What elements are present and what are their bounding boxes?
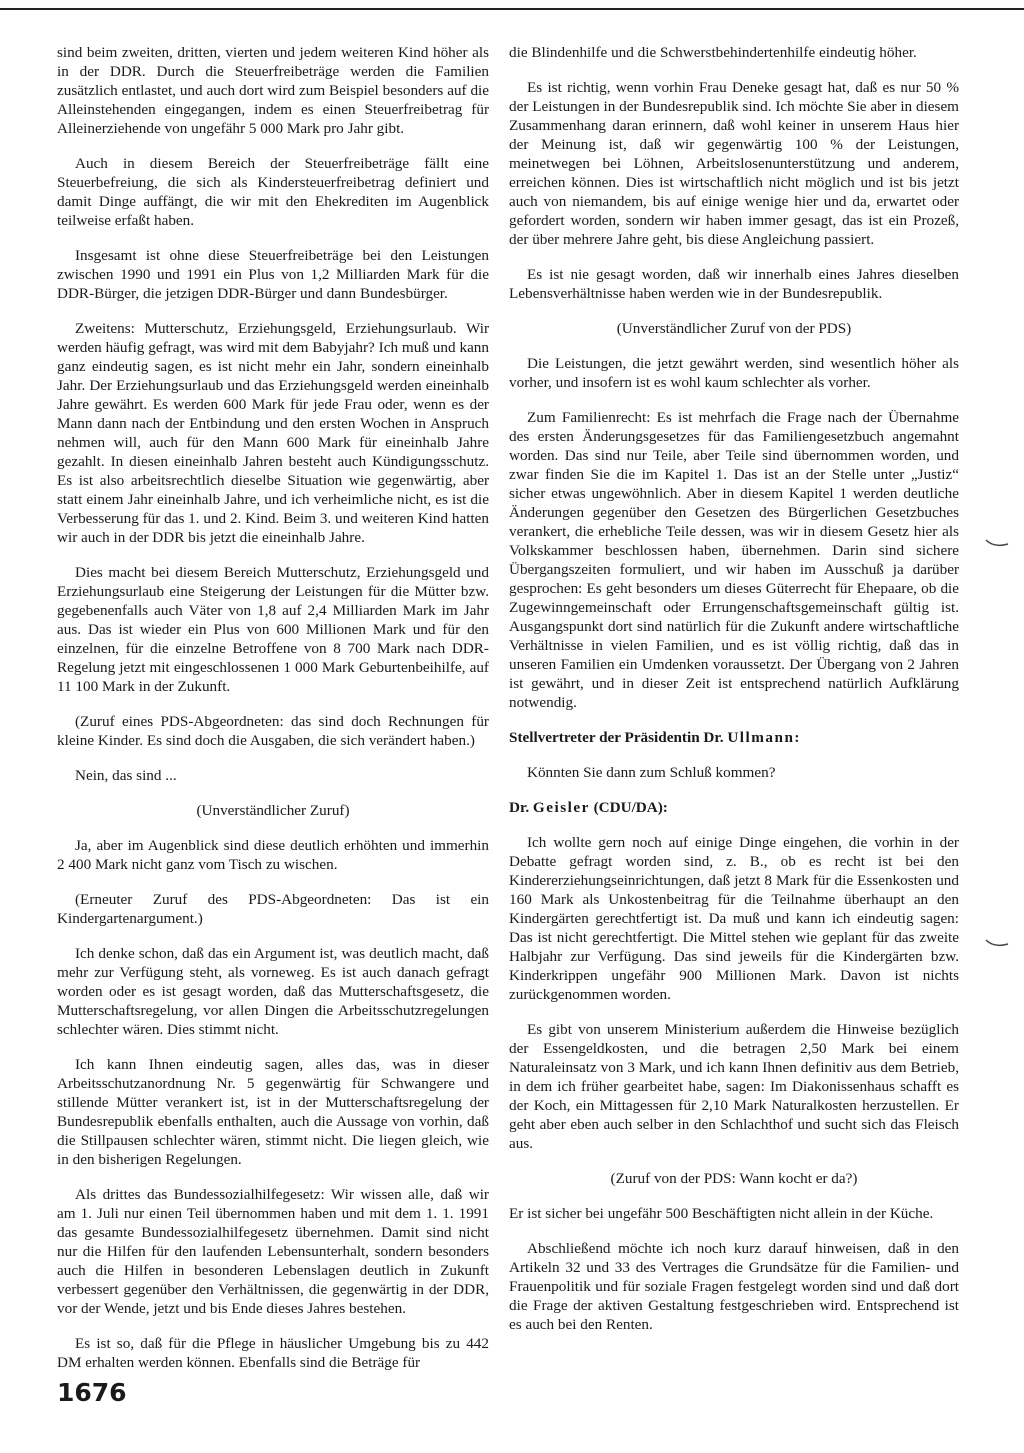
speaker-prefix: Stellvertreter der Präsidentin Dr.: [509, 729, 728, 746]
paragraph: Nein, das sind ...: [75, 767, 177, 784]
interjection: (Unverständlicher Zuruf): [196, 802, 350, 819]
paragraph: Könnten Sie dann zum Schluß kommen?: [527, 764, 776, 781]
paragraph: Es ist nie gesagt worden, daß wir innerhalb eines Jahres dieselben Lebensverhältnisse haben werden wie in der Bundesrepublik.: [509, 266, 959, 302]
top-rule: [0, 8, 1024, 10]
paragraph: Zum Familienrecht: Es ist mehrfach die Frage nach der Übernahme des ersten Änderungsgesetzes für das Familiengesetzbuch angemahnt worden. Das sind nur Teile, aber Teile sind übernommen worden, und zwar finden Sie die im Kapitel 1. Das ist an der Stelle unter „Justiz“ sicher etwas ungewöhnlich. Aber in diesem Kapitel 1 werden deutliche Änderungen gegenüber den Gesetzen des Bürgerlichen Gesetzbuches verankert, die erhebliche Teile dessen, was wir in diesem Gesetz hier als Volkskammer beschlossen haben, übernehmen. Darin sind sichere Übergangszeiten formuliert, und wir haben im Ausschuß ja darüber gesprochen: Es geht besonders um dieses Güterrecht für Ehepaare, ob die Zugewinngemeinschaft oder Errungenschaftsgemeinschaft gültig ist. Ausgangspunkt dort sind natürlich für die Zukunft andere wirtschaftliche Verhältnisse in vielen Familien, und es ist völlig richtig, daß das in unseren Familien ein Umdenken voraussetzt. Der Übergang von 2 Jahren ist gewährt, und in dieser Zeit ist entsprechend natürlich Aufklärung notwendig.: [509, 409, 959, 711]
left-column: [57, 43, 489, 1388]
paragraph: Insgesamt ist ohne diese Steuerfreibeträge bei den Leistungen zwischen 1990 und 1991 ein Plus von 1,2 Milliarden Mark für die DDR-Bürger, die jetzigen DDR-Bürger und dann Bundesbürger.: [57, 247, 489, 302]
paragraph: Ich denke schon, daß das ein Argument ist, was deutlich macht, daß mehr zur Verfügung steht, als vorneweg. Es ist auch danach gefragt worden oder es ist gesagt worden, daß das Mutterschaftsgesetz, die Mutterschaftsregelung, vor allen Dingen die Arbeitsschutzregelungen schlechter wären. Dies stimmt nicht.: [57, 945, 489, 1038]
right-column: [509, 43, 959, 1350]
paragraph: die Blindenhilfe und die Schwerstbehindertenhilfe eindeutig höher.: [509, 44, 917, 61]
paragraph: sind beim zweiten, dritten, vierten und jedem weiteren Kind höher als in der DDR. Durch die Steuerfreibeträge werden die Familien zusätzlich entlastet, und auch dort wird zum Beispiel besonders auf die Alleinstehenden eingegangen, indem es einen Steuerfreibetrag für Alleinerziehende von ungefähr 5 000 Mark pro Jahr gibt.: [57, 44, 489, 137]
interjection: (Zuruf eines PDS-Abgeordneten: das sind doch Rechnungen für kleine Kinder. Es sind doch die Ausgaben, die sich verändert haben.): [57, 713, 489, 749]
speaker-suffix: :: [794, 729, 800, 746]
paragraph: Es gibt von unserem Ministerium außerdem die Hinweise bezüglich der Essengeldkosten, und die betragen 2,50 Mark bei einem Naturaleinsatz von 3 Mark, und ich kann Ihnen definitiv aus dem Betrieb, in dem ich früher gearbeitet habe, sagen: Im Diakonissenhaus schafft es der Koch, ein Mittagessen für 2,10 Mark Naturalkosten herzustellen. Er geht aber eben auch selber in den Schlachthof und sucht sich das Fleisch aus.: [509, 1021, 959, 1152]
paragraph: Als drittes das Bundessozialhilfegesetz: Wir wissen alle, daß wir am 1. Juli nur einen Teil übernommen haben und mit dem 1. 1. 1991 das gesamte Bundessozialhilfegesetz übernehmen. Damit sind nicht nur die Hilfen für den laufenden Lebensunterhalt, sondern besonders auch die Hilfen in besonderen Lebenslagen deutlich in Zukunft verbessert gegenüber den Verhältnissen, die gegenwärtig in der DDR, vor der Wende, jetzt und bis Ende dieses Jahres bestehen.: [57, 1186, 489, 1317]
speaker-name: Geisler: [532, 799, 590, 816]
speaker-heading: [509, 798, 959, 817]
paragraph: Abschließend möchte ich noch kurz darauf hinweisen, daß in den Artikeln 32 und 33 des Vertrages die Grundsätze für die Familien- und Frauenpolitik und für soziale Fragen festgelegt worden sind und daß dort die Frage der aktiven Gestaltung festgeschrieben wird. Entsprechend ist es auch bei den Renten.: [509, 1240, 959, 1333]
interjection: (Zuruf von der PDS: Wann kocht er da?): [610, 1170, 858, 1187]
speaker-suffix: (CDU/DA):: [589, 799, 668, 816]
paragraph: Zweitens: Mutterschutz, Erziehungsgeld, Erziehungsurlaub. Wir werden häufig gefragt, was wird mit dem Babyjahr? Ich muß und kann ganz eindeutig sagen, es ist nicht mehr ein Jahr, sondern eineinhalb Jahr. Der Erziehungsurlaub und das Erziehungsgeld werden eineinhalb Jahre gewährt. Es werden 600 Mark für jede Frau oder, wenn es der Mann dann nach der Entbindung und den ersten Wochen in Anspruch nehmen will, auch für den Mann 600 Mark für eineinhalb Jahre gezahlt. In diesen eineinhalb Jahren besteht auch Kündigungsschutz. Es ist also arbeitsrechtlich dieselbe Situation wie gegenwärtig, aber statt einem Jahr eineinhalb Jahre, und ich verheimliche nicht, es ist die Verbesserung für das 1. und 2. Kind. Beim 3. und weiteren Kind hatten wir auch in der DDR bis jetzt die eineinhalb Jahre.: [57, 320, 489, 546]
paragraph: Ich wollte gern noch auf einige Dinge eingehen, die vorhin in der Debatte gefragt worden sind, z. B., ob es recht ist bei den Kindererziehungseinrichtungen, daß jetzt 8 Mark für die Essenkosten und 160 Mark als Unkostenbeitrag für die Teilnahme überhaupt an den Kindergärten gerechtfertigt ist. Da muß und kann ich eindeutig sagen: Das ist nicht gerechtfertigt. Die Mittel stehen wie geplant für das zweite Halbjahr zur Verfügung. Das sind jeweils für die Kindergärten bzw. Kinderkrippen ungefähr 900 Millionen Mark. Davon ist nichts zurückgenommen worden.: [509, 834, 959, 1003]
paragraph: Auch in diesem Bereich der Steuerfreibeträge fällt eine Steuerbefreiung, die sich als Kindersteuerfreibetrag definiert und damit Dinge auffängt, die wir mit den Ehekrediten im Augenblick teilweise erfaßt haben.: [57, 155, 489, 229]
speaker-prefix: Dr.: [509, 799, 533, 816]
paragraph: Es ist richtig, wenn vorhin Frau Deneke gesagt hat, daß es nur 50 % der Leistungen in der Bundesrepublik sind. Ich möchte Sie aber in diesem Zusammenhang daran erinnern, daß wohl keiner in unserem Haus hier der Meinung ist, daß wir gegenwärtig 100 % der Leistungen, meinetwegen bei Löhnen, Arbeitslosenunterstützung und anderem, erreichen können. Dies ist wirtschaftlich nicht möglich und ist bis jetzt auch von niemandem, bis auf einige wenige hier und da, erwartet oder gefordert worden, sondern wir haben immer gesagt, das ist ein Prozeß, der über mehrere Jahre geht, bis diese Angleichung passiert.: [509, 79, 959, 248]
interjection: (Unverständlicher Zuruf von der PDS): [616, 320, 852, 337]
paragraph: Ja, aber im Augenblick sind diese deutlich erhöhten und immerhin 2 400 Mark nicht ganz vom Tisch zu wischen.: [57, 837, 489, 873]
margin-tick-mark: [984, 536, 1010, 550]
paragraph: Er ist sicher bei ungefähr 500 Beschäftigten nicht allein in der Küche.: [509, 1205, 934, 1222]
speaker-name: Ullmann: [727, 729, 795, 746]
paragraph: Es ist so, daß für die Pflege in häuslicher Umgebung bis zu 442 DM erhalten werden können. Ebenfalls sind die Beträge für: [57, 1335, 489, 1371]
margin-tick-mark: [984, 936, 1010, 950]
paragraph: Ich kann Ihnen eindeutig sagen, alles das, was in dieser Arbeitsschutzanordnung Nr. 5 gegenwärtig für Schwangere und stillende Mütter verankert ist, ist in der Mutterschaftsregelung der Bundesrepublik ebenfalls enthalten, auch die Aussage von vorhin, daß die Stillpausen schlechter wären, stimmt nicht. Die liegen gleich, wie in den bisherigen Regelungen.: [57, 1056, 489, 1168]
paragraph: Dies macht bei diesem Bereich Mutterschutz, Erziehungsgeld und Erziehungsurlaub eine Steigerung der Leistungen für die Mütter bzw. gegebenenfalls auch Väter von 1,8 auf 2,4 Milliarden Mark im Jahr aus. Das ist wieder ein Plus von 600 Millionen Mark und für den einzelnen, für die einzelne Betroffene von 8 700 Mark nach DDR-Regelung jetzt mit eingeschlossenen 1 000 Mark Geburtenbeihilfe, auf 11 100 Mark in der Zukunft.: [57, 564, 489, 695]
paragraph: Die Leistungen, die jetzt gewährt werden, sind wesentlich höher als vorher, und insofern ist es wohl kaum schlechter als vorher.: [509, 355, 959, 391]
speaker-heading: [509, 728, 959, 747]
page-number: 1676: [57, 1378, 127, 1407]
interjection: (Erneuter Zuruf des PDS-Abgeordneten: Das ist ein Kindergartenargument.): [57, 891, 489, 927]
